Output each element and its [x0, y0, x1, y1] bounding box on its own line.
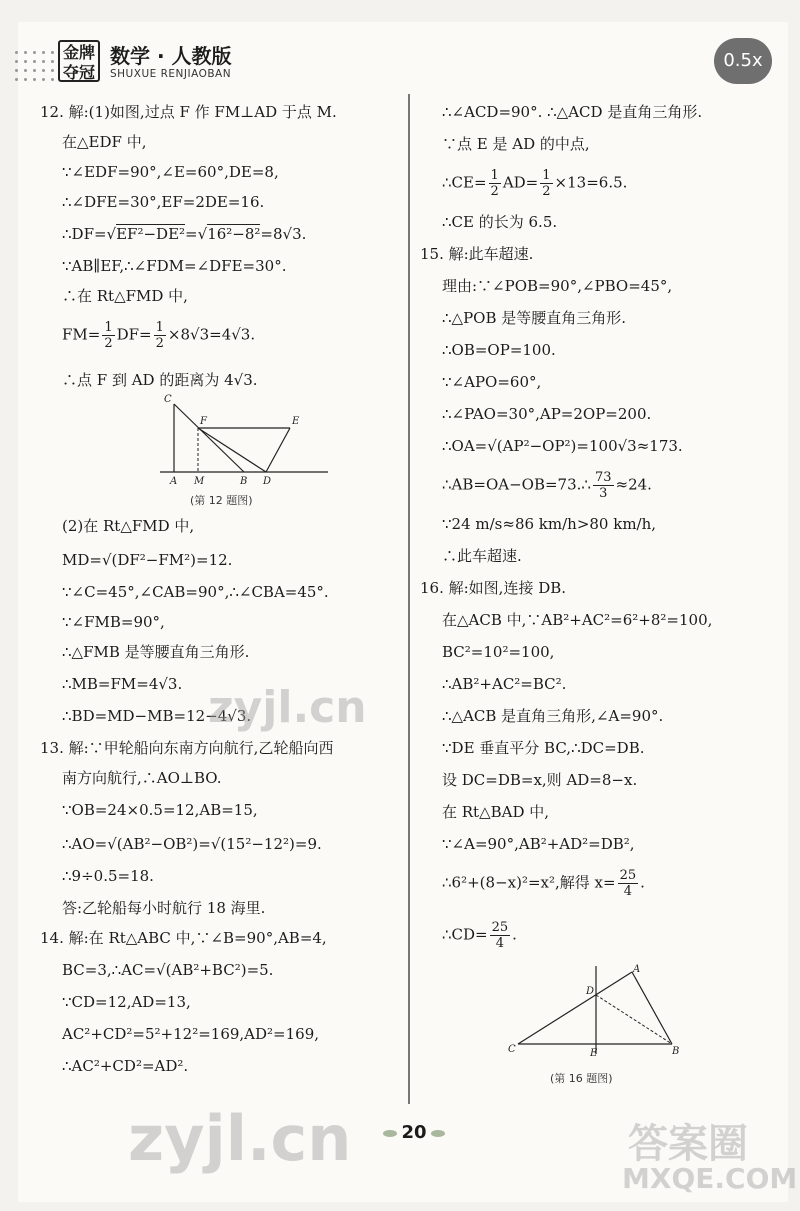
fraction-73-3: $\frac{73}{3}$: [594, 470, 612, 501]
fig12-label-e: E: [292, 416, 300, 427]
q14-line5: ∴AC²+CD²=AD².: [62, 1057, 189, 1075]
fig12-label-d: D: [263, 476, 272, 486]
ad-label: AD=: [502, 173, 539, 192]
fraction-25-4-2: $\frac{25}{4}$: [491, 920, 509, 951]
ab-label: ∴AB=OA−OB=73.: [442, 475, 582, 494]
q16-line9: ∵∠A=90°,AB²+AD²=DB²,: [442, 835, 635, 853]
q15-line9: ∵24 m/s≈86 km/h>80 km/h,: [442, 515, 657, 533]
q13-line1: 13. 解:∵甲轮船向东南方向航行,乙轮船向西: [40, 739, 334, 757]
q12-line1: 12. 解:(1)如图,过点 F 作 FM⊥AD 于点 M.: [40, 103, 337, 121]
q12-fm-result: ×8√3=4√3.: [167, 325, 256, 344]
q14-right-line1: ∴∠ACD=90°. ∴△ACD 是直角三角形.: [442, 103, 703, 121]
leaf-left-icon: [383, 1130, 397, 1137]
cd-label: ∴CD=: [442, 925, 488, 944]
q14-line4: AC²+CD²=5²+12²=169,AD²=169,: [62, 1025, 320, 1043]
q12-line9: ∴点 F 到 AD 的距离为 4√3.: [62, 371, 258, 389]
q12-line2: 在△EDF 中,: [62, 133, 147, 151]
q14-right-line2: ∵点 E 是 AD 的中点,: [442, 135, 590, 153]
fig12-caption: (第 12 题图): [190, 494, 253, 507]
q16-line7: 设 DC=DB=x,则 AD=8−x.: [442, 771, 638, 789]
q12-df-label: ∴DF=: [62, 225, 107, 243]
q15-line10: ∴此车超速.: [442, 547, 522, 565]
q16-line10: ∴6²+(8−x)²=x²,解得 x= $\frac{25}{4}$ .: [442, 868, 645, 899]
q15-line1: 15. 解:此车超速.: [420, 245, 534, 263]
ce-label: ∴CE=: [442, 173, 487, 192]
fig16-label-d: D: [586, 986, 595, 997]
q16-line5: ∴△ACB 是直角三角形,∠A=90°.: [442, 707, 664, 725]
q16-line2: 在△ACB 中,∵AB²+AC²=6²+8²=100,: [442, 611, 713, 629]
q15-line6: ∴∠PAO=30°,AP=2OP=200.: [442, 405, 652, 423]
q12-fm-label: FM=: [62, 325, 101, 344]
page-number: 20: [374, 1122, 454, 1143]
q12-sqrt-efde: EF²−DE²: [116, 225, 186, 243]
q14-right-line3: [442, 168, 627, 199]
q15-line5: ∵∠APO=60°,: [442, 373, 542, 391]
fig12-label-f: F: [200, 416, 207, 427]
decorative-dots: [12, 48, 56, 84]
leaf-right-icon: [431, 1130, 445, 1137]
q12-df-result: =8√3.: [260, 225, 307, 243]
q12-df-label2: DF=: [116, 325, 152, 344]
q12-line4: ∴∠DFE=30°,EF=2DE=16.: [62, 193, 265, 211]
subject-pinyin: SHUXUE RENJIAOBAN: [110, 68, 232, 80]
ab-result: ≈24.: [615, 475, 652, 494]
fraction-25-4: $\frac{25}{4}$: [619, 868, 637, 899]
q12-line6: ∵AB∥EF,∴∠FDM=∠DFE=30°.: [62, 257, 287, 275]
fig12-label-m: M: [194, 476, 205, 486]
q13-line3: ∵OB=24×0.5=12,AB=15,: [62, 801, 258, 819]
q12-sqrt-num: 16²−8²: [207, 225, 261, 243]
q12-line12: ∵∠C=45°,∠CAB=90°,∴∠CBA=45°.: [62, 583, 329, 601]
q16-line8: 在 Rt△BAD 中,: [442, 803, 550, 821]
watermark-logo: 答案圈: [628, 1121, 748, 1167]
q15-line7: ∴OA=√(AP²−OP²)=100√3≈173.: [442, 437, 683, 455]
q16-line11: ∴CD= $\frac{25}{4}$ .: [442, 920, 517, 951]
watermark-site: MXQE.COM: [622, 1162, 798, 1195]
q14-right-line4: ∴CE 的长为 6.5.: [442, 213, 558, 231]
textbook-page: [18, 22, 798, 1202]
fig12-label-c: C: [164, 394, 172, 405]
logo-line2: 夺冠: [62, 63, 95, 82]
fig16-label-c: C: [508, 1044, 516, 1055]
q12-line7: ∴在 Rt△FMD 中,: [62, 287, 188, 305]
fig16-label-e: E: [590, 1048, 598, 1059]
fig16-caption: (第 16 题图): [550, 1072, 613, 1085]
q13-line4: ∴AO=√(AB²−OB²)=√(15²−12²)=9.: [62, 835, 322, 853]
subject-title: 数学 · 人教版: [110, 44, 232, 68]
q16-line1: 16. 解:如图,连接 DB.: [420, 579, 567, 597]
q13-line2: 南方向航行,∴AO⊥BO.: [62, 769, 222, 787]
q12-line10: (2)在 Rt△FMD 中,: [62, 517, 195, 535]
logo-line1: 金牌: [62, 43, 95, 62]
figure-16: [502, 962, 682, 1062]
q12-line5: ∴DF=√EF²−DE²=√16²−8²=8√3.: [62, 225, 307, 243]
figure-12: [152, 394, 332, 486]
q16-line4: ∴AB²+AC²=BC².: [442, 675, 567, 693]
watermark-bottom: zyjl.cn: [128, 1102, 352, 1175]
q15-line3: ∴△POB 是等腰直角三角形.: [442, 309, 627, 327]
q13-line5: ∴9÷0.5=18.: [62, 867, 154, 885]
column-divider: [408, 94, 410, 1104]
q15-line8: ∴AB=OA−OB=73.∴ $\frac{73}{3}$ ≈24.: [442, 470, 652, 501]
equation-text: ∴6²+(8−x)²=x²,解得 x=: [442, 873, 616, 892]
q16-line6: ∵DE 垂直平分 BC,∴DC=DB.: [442, 739, 645, 757]
half-fraction-3: $\frac{1}{2}$: [490, 168, 499, 199]
watermark-mid: zyjl.cn: [208, 682, 367, 733]
q14-line2: BC=3,∴AC=√(AB²+BC²)=5.: [62, 961, 274, 979]
q12-line8: [62, 320, 255, 351]
q15-line2: 理由:∵∠POB=90°,∠PBO=45°,: [442, 277, 673, 295]
fig12-label-a: A: [170, 476, 178, 486]
playback-speed-button[interactable]: 0.5x: [714, 38, 772, 84]
q12-line15: ∴MB=FM=4√3.: [62, 675, 183, 693]
half-fraction-2: $\frac{1}{2}$: [155, 320, 164, 351]
fig16-label-a: A: [633, 964, 641, 975]
q13-line6: 答:乙轮船每小时航行 18 海里.: [62, 899, 266, 917]
q16-line3: BC²=10²=100,: [442, 643, 555, 661]
q12-line16: ∴BD=MD−MB=12−4√3.: [62, 707, 252, 725]
q14-line1: 14. 解:在 Rt△ABC 中,∵∠B=90°,AB=4,: [40, 929, 327, 947]
q12-line14: ∴△FMB 是等腰直角三角形.: [62, 643, 250, 661]
q12-line3: ∵∠EDF=90°,∠E=60°,DE=8,: [62, 163, 279, 181]
half-fraction-4: $\frac{1}{2}$: [542, 168, 551, 199]
half-fraction: $\frac{1}{2}$: [104, 320, 113, 351]
q15-line4: ∴OB=OP=100.: [442, 341, 556, 359]
ce-result: ×13=6.5.: [554, 173, 628, 192]
q12-line11: MD=√(DF²−FM²)=12.: [62, 551, 233, 569]
fig12-label-b: B: [240, 476, 248, 486]
brand-logo: [58, 40, 100, 82]
fig16-label-b: B: [672, 1046, 680, 1057]
page-header: [18, 36, 788, 86]
q12-line13: ∵∠FMB=90°,: [62, 613, 165, 631]
q14-line3: ∵CD=12,AD=13,: [62, 993, 191, 1011]
